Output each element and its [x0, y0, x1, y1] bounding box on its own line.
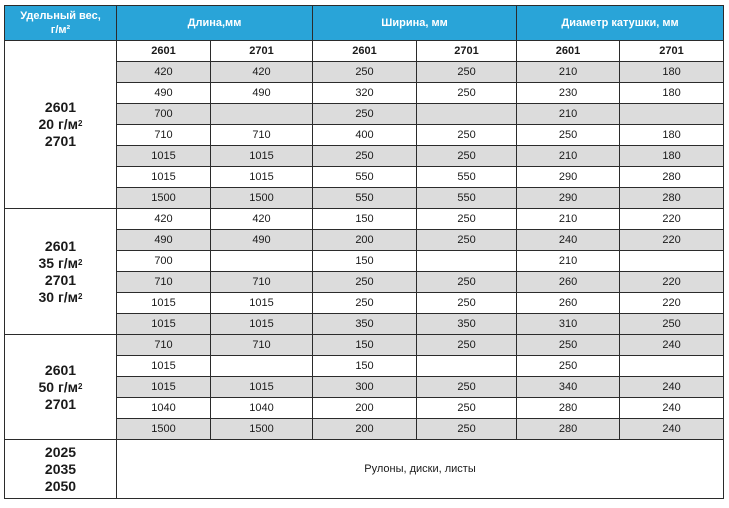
group-label-line: 2701: [44, 271, 77, 288]
cell-length-2701: 420: [211, 209, 313, 230]
group-label: [5, 209, 117, 335]
cell-width-2701: 250: [417, 125, 517, 146]
cell-length-2601: 1015: [117, 146, 211, 167]
cell-width-2601: 250: [313, 104, 417, 125]
header-weight-line2: г/м²: [50, 24, 71, 36]
cell-length-2701: 420: [211, 62, 313, 83]
subheader-cell: 2701: [211, 41, 313, 62]
group-label-line: 2050: [44, 477, 77, 494]
cell-width-2601: 200: [313, 230, 417, 251]
cell-width-2701: 250: [417, 272, 517, 293]
group-label-line: 2601: [44, 361, 77, 378]
group-label-line: 30 г/м: [38, 288, 79, 305]
cell-length-2701: 1015: [211, 146, 313, 167]
cell-diameter-2701: 240: [620, 335, 724, 356]
cell-diameter-2601: 250: [517, 356, 620, 377]
cell-length-2601: 1015: [117, 167, 211, 188]
header-weight-line1: Удельный вес,: [20, 10, 101, 22]
cell-length-2701: [211, 251, 313, 272]
cell-width-2601: 250: [313, 293, 417, 314]
cell-length-2701: 1015: [211, 377, 313, 398]
cell-diameter-2601: 290: [517, 167, 620, 188]
group-label: [5, 440, 117, 499]
cell-length-2701: 710: [211, 125, 313, 146]
cell-diameter-2601: 240: [517, 230, 620, 251]
cell-diameter-2601: 210: [517, 251, 620, 272]
cell-diameter-2601: 250: [517, 335, 620, 356]
cell-diameter-2601: 260: [517, 272, 620, 293]
subheader-cell: 2701: [620, 41, 724, 62]
cell-diameter-2701: 240: [620, 377, 724, 398]
cell-diameter-2701: 180: [620, 146, 724, 167]
cell-length-2701: 710: [211, 335, 313, 356]
cell-length-2701: 1015: [211, 314, 313, 335]
cell-length-2601: 1015: [117, 377, 211, 398]
cell-length-2601: 1015: [117, 314, 211, 335]
subheader-cell: 2601: [313, 41, 417, 62]
group-label-line: 35 г/м: [38, 254, 79, 271]
cell-diameter-2701: 280: [620, 167, 724, 188]
group-label-superscript: 2: [78, 381, 83, 391]
cell-width-2601: 550: [313, 167, 417, 188]
formats-note: Рулоны, диски, листы: [117, 440, 724, 499]
cell-diameter-2601: 260: [517, 293, 620, 314]
cell-length-2601: 490: [117, 230, 211, 251]
cell-diameter-2601: 280: [517, 419, 620, 440]
cell-length-2601: 1500: [117, 188, 211, 209]
cell-width-2701: 250: [417, 230, 517, 251]
cell-width-2701: 350: [417, 314, 517, 335]
cell-width-2601: 150: [313, 335, 417, 356]
cell-length-2601: 420: [117, 209, 211, 230]
cell-diameter-2701: 180: [620, 62, 724, 83]
cell-width-2701: 250: [417, 419, 517, 440]
cell-diameter-2601: 280: [517, 398, 620, 419]
cell-diameter-2701: [620, 104, 724, 125]
cell-length-2601: 700: [117, 104, 211, 125]
cell-diameter-2601: 340: [517, 377, 620, 398]
group-label-superscript: 2: [78, 257, 83, 267]
table-row-last: [5, 440, 724, 499]
cell-length-2701: 1500: [211, 419, 313, 440]
cell-diameter-2601: 230: [517, 83, 620, 104]
cell-width-2701: [417, 251, 517, 272]
table-row: [5, 335, 724, 356]
cell-length-2601: 1040: [117, 398, 211, 419]
cell-diameter-2701: [620, 356, 724, 377]
cell-width-2601: 300: [313, 377, 417, 398]
header-length: Длина,мм: [117, 6, 313, 41]
cell-diameter-2701: [620, 251, 724, 272]
cell-diameter-2701: 280: [620, 188, 724, 209]
cell-width-2601: 320: [313, 83, 417, 104]
cell-width-2601: 550: [313, 188, 417, 209]
cell-diameter-2601: 210: [517, 209, 620, 230]
header-row: [5, 6, 724, 41]
specifications-table: [4, 5, 724, 499]
table-row: [5, 209, 724, 230]
cell-width-2601: 200: [313, 419, 417, 440]
cell-width-2601: 150: [313, 251, 417, 272]
cell-width-2701: 250: [417, 398, 517, 419]
cell-width-2701: 250: [417, 209, 517, 230]
cell-length-2601: 1015: [117, 293, 211, 314]
cell-width-2701: 550: [417, 167, 517, 188]
cell-diameter-2601: 210: [517, 104, 620, 125]
cell-width-2601: 150: [313, 356, 417, 377]
cell-width-2701: 250: [417, 335, 517, 356]
group-label-line: 2035: [44, 460, 77, 477]
group-label-line: 2601: [44, 237, 77, 254]
cell-diameter-2701: 250: [620, 314, 724, 335]
cell-width-2701: 250: [417, 62, 517, 83]
cell-length-2701: [211, 356, 313, 377]
cell-width-2601: 400: [313, 125, 417, 146]
cell-diameter-2701: 220: [620, 293, 724, 314]
cell-length-2701: 1015: [211, 167, 313, 188]
cell-width-2701: 250: [417, 377, 517, 398]
cell-length-2701: 490: [211, 83, 313, 104]
cell-width-2601: 350: [313, 314, 417, 335]
cell-length-2601: 420: [117, 62, 211, 83]
cell-width-2701: 250: [417, 146, 517, 167]
subheader-cell: 2601: [117, 41, 211, 62]
cell-diameter-2601: 290: [517, 188, 620, 209]
cell-width-2701: [417, 356, 517, 377]
cell-diameter-2601: 310: [517, 314, 620, 335]
header-weight: [5, 6, 117, 41]
cell-diameter-2701: 220: [620, 272, 724, 293]
group-label-line: 2701: [44, 395, 77, 412]
subheader-cell: 2601: [517, 41, 620, 62]
cell-diameter-2701: 240: [620, 419, 724, 440]
cell-diameter-2701: 240: [620, 398, 724, 419]
cell-length-2701: 1015: [211, 293, 313, 314]
cell-width-2601: 200: [313, 398, 417, 419]
cell-width-2701: 250: [417, 83, 517, 104]
cell-diameter-2701: 220: [620, 209, 724, 230]
group-label-line: 2601: [44, 99, 77, 115]
group-label: [5, 335, 117, 440]
group-label-line: 2701: [44, 133, 77, 149]
cell-length-2701: 490: [211, 230, 313, 251]
cell-length-2601: 710: [117, 125, 211, 146]
header-width: Ширина, мм: [313, 6, 517, 41]
subheader-cell: 2701: [417, 41, 517, 62]
cell-diameter-2701: 180: [620, 83, 724, 104]
cell-width-2601: 250: [313, 146, 417, 167]
cell-width-2601: 250: [313, 272, 417, 293]
cell-length-2701: 1040: [211, 398, 313, 419]
cell-length-2601: 490: [117, 83, 211, 104]
cell-diameter-2601: 210: [517, 146, 620, 167]
cell-length-2601: 710: [117, 335, 211, 356]
cell-width-2601: 250: [313, 62, 417, 83]
group-label-superscript: 2: [78, 119, 83, 128]
cell-width-2701: 250: [417, 293, 517, 314]
cell-length-2701: [211, 104, 313, 125]
cell-diameter-2601: 210: [517, 62, 620, 83]
cell-width-2701: [417, 104, 517, 125]
cell-diameter-2601: 250: [517, 125, 620, 146]
cell-length-2601: 1015: [117, 356, 211, 377]
group-label-line: 20 г/м: [38, 116, 79, 132]
cell-width-2601: 150: [313, 209, 417, 230]
cell-length-2701: 710: [211, 272, 313, 293]
group-label-line: 50 г/м: [38, 378, 79, 395]
subheader-row: [5, 41, 724, 62]
group-label: [5, 41, 117, 209]
cell-length-2601: 710: [117, 272, 211, 293]
group-label-line: 2025: [44, 443, 77, 460]
group-label-superscript: 2: [78, 291, 83, 301]
header-diameter: Диаметр катушки, мм: [517, 6, 724, 41]
cell-diameter-2701: 180: [620, 125, 724, 146]
cell-length-2601: 700: [117, 251, 211, 272]
cell-length-2601: 1500: [117, 419, 211, 440]
cell-width-2701: 550: [417, 188, 517, 209]
cell-length-2701: 1500: [211, 188, 313, 209]
cell-diameter-2701: 220: [620, 230, 724, 251]
